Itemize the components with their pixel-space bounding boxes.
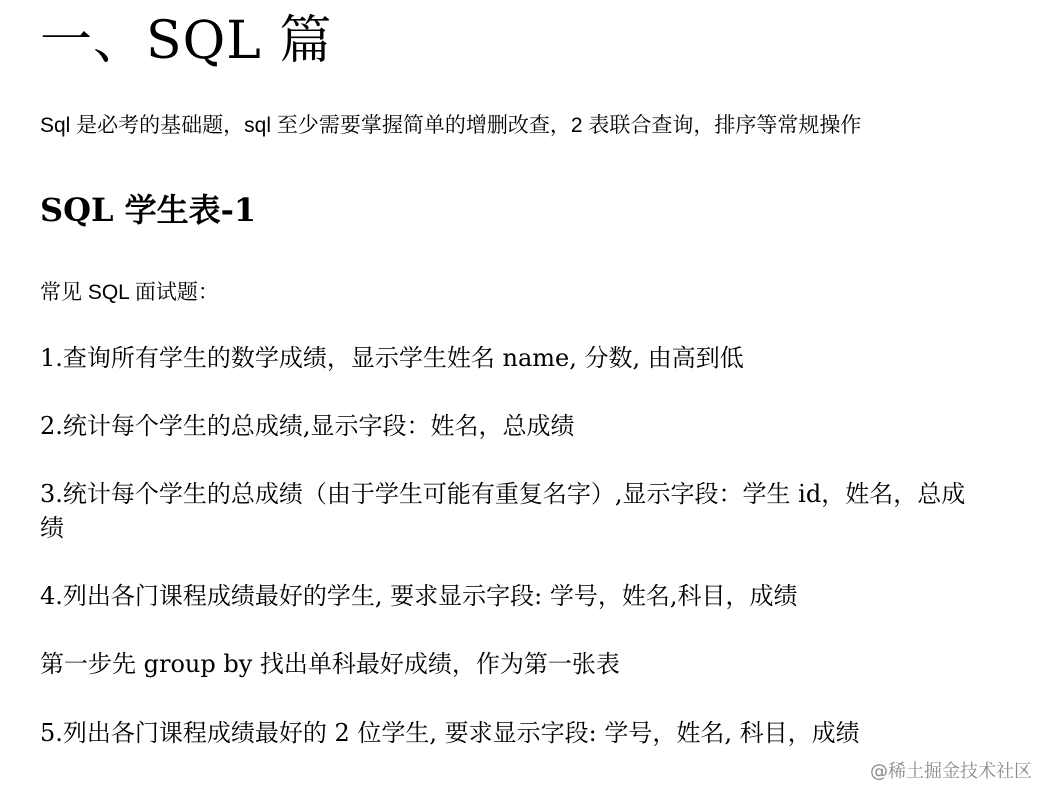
section-heading: SQL 学生表-1 [40,191,257,229]
intro-paragraph: Sql 是必考的基础题，sql 至少需要掌握简单的增删改查，2 表联合查询，排序等常规操作 [40,114,862,137]
question-item-4: 4.列出各门课程成绩最好的学生, 要求显示字段: 学号，姓名,科目，成绩 [40,582,798,610]
question-item-5: 5.列出各门课程成绩最好的 2 位学生, 要求显示字段: 学号，姓名, 科目，成绩 [40,719,860,747]
question-step-note: 第一步先 group by 找出单科最好成绩，作为第一张表 [40,650,620,678]
watermark: @稀土掘金技术社区 [870,761,1032,782]
lead-paragraph: 常见 SQL 面试题： [40,281,219,304]
question-item-1: 1.查询所有学生的数学成绩，显示学生姓名 name, 分数, 由高到低 [40,344,744,372]
page-title: 一、SQL 篇 [40,11,333,71]
question-item-3: 3.统计每个学生的总成绩（由于学生可能有重复名字）,显示字段：学生 id，姓名，总成绩 [40,480,966,542]
question-item-2: 2.统计每个学生的总成绩,显示字段：姓名，总成绩 [40,412,575,440]
